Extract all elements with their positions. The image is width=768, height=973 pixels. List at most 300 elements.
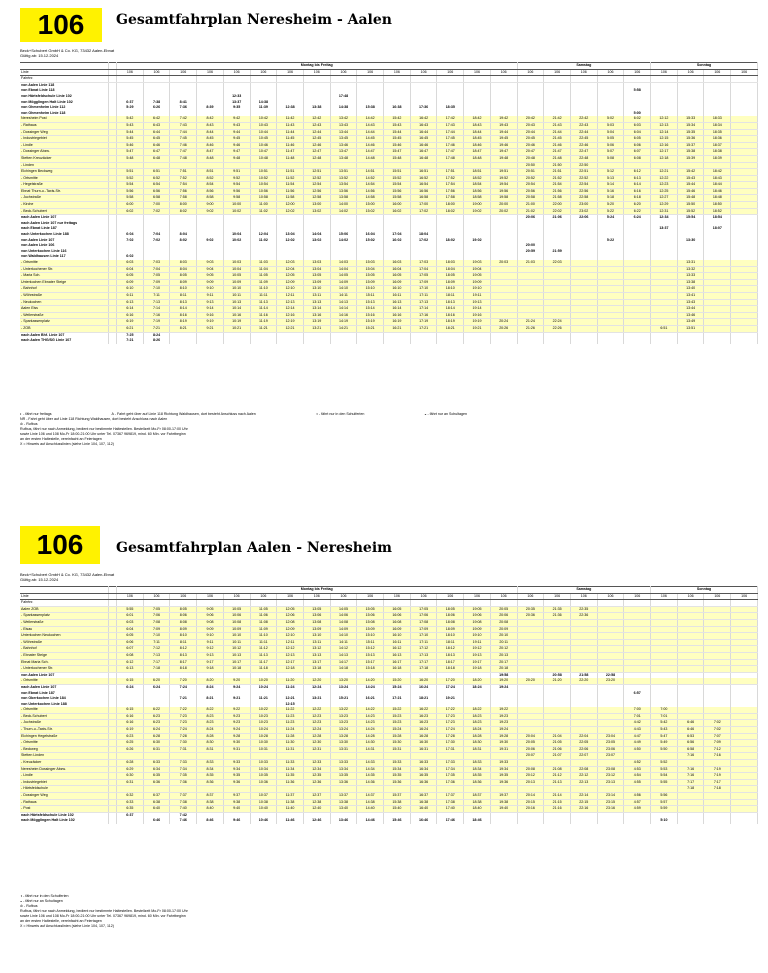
time-cell: 12:38 [277, 105, 304, 111]
time-cell: 8:00 [170, 202, 197, 209]
line-cell: 106 [330, 69, 357, 76]
time-cell: 14:04 [330, 266, 357, 273]
time-cell: 8:48 [197, 155, 224, 162]
time-cell [597, 299, 624, 306]
stop-name: - Lindle [20, 142, 109, 149]
time-cell: 15:58 [384, 195, 411, 202]
footnote: ◒ - fährt nur an Schultagen [20, 899, 63, 903]
line-cell: 106 [490, 593, 517, 600]
stop-name: - Ortsmitte [20, 260, 109, 266]
time-cell: 6:10 [117, 286, 144, 293]
time-cell [517, 720, 544, 727]
company-info [20, 572, 114, 582]
footnote-cell [109, 633, 117, 640]
time-cell: 20:09 [490, 626, 517, 633]
time-cell: 12:21 [277, 696, 304, 702]
footnote-cell [109, 760, 117, 767]
time-cell: 14:42 [357, 116, 384, 122]
stop-row [20, 727, 758, 734]
time-cell: 18:07 [704, 226, 731, 232]
time-cell: 17:42 [437, 116, 464, 122]
footnote-cell [109, 806, 117, 813]
stop-name: - Hegelstraße [20, 182, 109, 189]
time-cell: 6:37 [117, 812, 144, 818]
time-cell: 11:21 [250, 696, 277, 702]
time-cell [704, 633, 731, 640]
stop-row [20, 182, 758, 189]
time-cell: 5:51 [117, 169, 144, 176]
time-cell: 15:02 [357, 238, 384, 244]
time-cell: 10:13 [223, 299, 250, 306]
time-cell: 16:30 [410, 740, 437, 747]
time-cell: 19:13 [464, 299, 491, 306]
time-cell: 17:47 [437, 149, 464, 156]
time-cell: 12:22 [303, 707, 330, 713]
time-cell [677, 162, 704, 169]
time-cell: 13:30 [330, 740, 357, 747]
time-cell: 7:17 [677, 779, 704, 786]
time-cell [250, 338, 277, 344]
time-cell: 9:28 [223, 733, 250, 740]
time-cell: 20:00 [517, 243, 544, 249]
time-cell: 5:49 [651, 740, 678, 747]
time-cell: 10:30 [250, 740, 277, 747]
stop-row [20, 633, 758, 640]
line-cell: 106 [197, 593, 224, 600]
time-cell [597, 619, 624, 626]
time-cell: 12:08 [277, 619, 304, 626]
time-cell: 22:14 [570, 793, 597, 800]
time-cell: 8:24 [197, 684, 224, 690]
time-cell: 6:52 [143, 175, 170, 182]
time-cell: 8:47 [197, 149, 224, 156]
time-cell: 23:00 [570, 202, 597, 209]
time-cell [624, 325, 651, 332]
line-number-badge: 106 [20, 526, 100, 564]
time-cell: 15:48 [384, 155, 411, 162]
trip-label: Fahrtnr. [20, 600, 109, 607]
trip-cell [677, 76, 704, 83]
time-cell [544, 306, 571, 313]
time-cell [117, 753, 144, 760]
time-cell: 5:56 [117, 188, 144, 195]
time-cell: 5:02 [597, 116, 624, 122]
time-cell: 18:17 [437, 659, 464, 666]
time-cell [597, 639, 624, 646]
time-cell: 6:08 [117, 652, 144, 659]
time-cell: 22:43 [570, 122, 597, 129]
footnote-cell [109, 286, 117, 293]
time-cell: 22:04 [570, 733, 597, 740]
time-cell: 10:18 [223, 666, 250, 673]
time-cell: 16:11 [384, 639, 411, 646]
line-cell: 106 [517, 69, 544, 76]
time-cell: 21:36 [544, 613, 571, 620]
line-cell: 106 [357, 593, 384, 600]
time-cell: 9:44 [223, 129, 250, 136]
stop-row [20, 733, 758, 740]
time-cell [731, 266, 758, 273]
time-cell [570, 713, 597, 720]
time-cell: 8:30 [197, 740, 224, 747]
time-cell: 15:13 [357, 652, 384, 659]
time-cell [223, 786, 250, 793]
time-cell [223, 338, 250, 344]
time-cell: 11:51 [277, 169, 304, 176]
time-cell: 18:12 [437, 646, 464, 653]
time-cell [277, 786, 304, 793]
stop-row [20, 619, 758, 626]
time-cell: 13:02 [303, 208, 330, 215]
time-cell: 12:23 [651, 182, 678, 189]
time-cell: 11:44 [277, 129, 304, 136]
time-cell: 7:19 [704, 766, 731, 773]
time-cell: 20:59 [517, 249, 544, 255]
time-cell: 13:43 [330, 122, 357, 129]
time-cell [570, 292, 597, 299]
time-cell: 20:58 [544, 672, 571, 678]
time-cell: 10:05 [223, 273, 250, 280]
time-cell: 9:46 [223, 142, 250, 149]
time-cell [544, 727, 571, 734]
time-cell: 14:34 [357, 766, 384, 773]
time-cell: 17:02 [410, 238, 437, 244]
time-cell: 7:11 [143, 292, 170, 299]
time-cell: 8:09 [170, 626, 197, 633]
line-row [20, 69, 758, 76]
time-cell: 14:12 [330, 646, 357, 653]
time-cell [731, 773, 758, 780]
time-cell [570, 319, 597, 326]
time-cell: 15:11 [357, 639, 384, 646]
time-cell: 17:08 [410, 619, 437, 626]
time-cell: 21:46 [544, 142, 571, 149]
footnote-cell [109, 613, 117, 620]
time-cell: 17:23 [437, 720, 464, 727]
footnote-cell [109, 639, 117, 646]
time-cell: 16:04 [384, 266, 411, 273]
stop-name: - Juchstraße [20, 720, 109, 727]
time-cell: 11:13 [250, 652, 277, 659]
time-cell: 6:24 [143, 684, 170, 690]
trip-cell [490, 76, 517, 83]
time-cell: 14:00 [330, 202, 357, 209]
time-cell: 6:42 [143, 116, 170, 122]
time-cell: 7:16 [677, 773, 704, 780]
time-cell: 19:04 [464, 266, 491, 273]
time-cell: 7:42 [170, 116, 197, 122]
time-cell [570, 299, 597, 306]
time-cell: 17:12 [410, 646, 437, 653]
time-cell: 20:50 [517, 162, 544, 169]
time-cell: 16:34 [410, 766, 437, 773]
time-cell [677, 646, 704, 653]
time-cell: 10:47 [250, 149, 277, 156]
time-cell [704, 319, 731, 326]
time-cell: 10:22 [250, 707, 277, 713]
time-cell: 17:43 [437, 122, 464, 129]
time-cell: 13:37 [223, 100, 250, 106]
trip-label: Fahrtnr. [20, 76, 109, 83]
time-cell [410, 753, 437, 760]
trip-cell [517, 600, 544, 607]
time-cell: 22:24 [544, 319, 571, 326]
time-cell: 9:09 [197, 626, 224, 633]
footnote-cell [109, 733, 117, 740]
time-cell: 10:28 [250, 733, 277, 740]
stop-name: von Waldhausen Linie 117 [20, 254, 109, 260]
time-cell: 9:05 [197, 606, 224, 613]
time-cell [384, 753, 411, 760]
time-cell [143, 753, 170, 760]
time-cell: 6:04 [117, 266, 144, 273]
header-spacer [20, 63, 109, 70]
time-cell: 6:00 [117, 202, 144, 209]
trip-cell [570, 600, 597, 607]
time-cell: 13:02 [303, 238, 330, 244]
time-cell [277, 338, 304, 344]
time-cell: 16:20 [410, 678, 437, 684]
time-cell [597, 338, 624, 344]
stop-name: nach Unterkochen Linie 188 [20, 232, 109, 238]
time-cell: 14:37 [357, 793, 384, 800]
time-cell: 10:33 [250, 760, 277, 767]
time-cell: 18:11 [437, 639, 464, 646]
time-cell: 18:21 [410, 696, 437, 702]
time-cell: 6:11 [117, 292, 144, 299]
time-cell: 18:00 [437, 202, 464, 209]
time-cell: 16:33 [410, 760, 437, 767]
time-cell: 22:52 [570, 175, 597, 182]
time-cell: 12:37 [303, 793, 330, 800]
time-cell: 13:37 [330, 793, 357, 800]
time-cell: 14:16 [330, 312, 357, 319]
time-cell: 13:32 [677, 266, 704, 273]
time-cell: 7:43 [170, 122, 197, 129]
time-cell: 18:37 [704, 142, 731, 149]
time-cell: 6:35 [117, 806, 144, 813]
time-cell: 6:24 [117, 684, 144, 690]
time-cell: 21:24 [517, 319, 544, 326]
time-cell [544, 273, 571, 280]
time-cell: 16:23 [410, 720, 437, 727]
trip-cell [277, 76, 304, 83]
time-cell: 19:23 [490, 713, 517, 720]
time-cell: 17:05 [410, 273, 437, 280]
time-cell: 20:47 [517, 149, 544, 156]
time-cell: 6:33 [143, 760, 170, 767]
stop-row [20, 155, 758, 162]
stop-row [20, 312, 758, 319]
time-cell: 6:58 [143, 195, 170, 202]
time-cell: 19:10 [464, 286, 491, 293]
trip-cell [437, 600, 464, 607]
time-cell: 15:16 [357, 312, 384, 319]
time-cell: 11:40 [277, 806, 304, 813]
time-cell: 18:54 [704, 215, 731, 221]
stop-name: - Beck-Schubert [20, 208, 109, 215]
time-cell [437, 338, 464, 344]
stop-name: Ebnat Thurn-u.-Taxis-Str. [20, 188, 109, 195]
time-cell: 6:02 [117, 208, 144, 215]
time-cell: 20:24 [490, 319, 517, 326]
time-cell: 15:35 [384, 773, 411, 780]
time-cell: 5:00 [624, 111, 651, 117]
time-cell: 22:51 [570, 169, 597, 176]
time-cell: 18:10 [437, 633, 464, 640]
time-cell: 14:21 [330, 325, 357, 332]
time-cell: 14:52 [357, 175, 384, 182]
time-cell: 12:29 [651, 202, 678, 209]
time-cell [357, 162, 384, 169]
time-cell: 20:12 [490, 646, 517, 653]
time-cell: 16:10 [384, 633, 411, 640]
trip-cell [303, 600, 330, 607]
time-cell: 6:06 [624, 142, 651, 149]
time-cell: 15:40 [384, 806, 411, 813]
time-cell: 16:16 [384, 312, 411, 319]
time-cell: 19:09 [464, 279, 491, 286]
stop-name: Stetten Linden [20, 753, 109, 760]
line-cell: 106 [277, 593, 304, 600]
footnote-cell [109, 155, 117, 162]
time-cell: 7:07 [704, 733, 731, 740]
time-cell: 7:38 [143, 100, 170, 106]
time-cell: 15:38 [357, 105, 384, 111]
time-cell: 5:52 [651, 760, 678, 767]
time-cell: 17:20 [437, 678, 464, 684]
time-cell: 9:02 [197, 238, 224, 244]
time-cell [731, 299, 758, 306]
time-cell: 9:33 [223, 760, 250, 767]
time-cell: 9:48 [223, 155, 250, 162]
time-cell: 19:40 [490, 806, 517, 813]
time-cell: 12:23 [303, 713, 330, 720]
time-cell: 16:43 [410, 122, 437, 129]
time-cell: 18:48 [464, 155, 491, 162]
time-cell: 18:24 [464, 727, 491, 734]
time-cell: 5:55 [117, 606, 144, 613]
time-cell: 12:19 [277, 319, 304, 326]
time-cell: 23:02 [570, 208, 597, 215]
time-cell [704, 818, 731, 824]
time-cell: 8:04 [170, 266, 197, 273]
time-cell: 12:05 [277, 606, 304, 613]
footnote: Rufbus, fährt nur nach Anmeldung, bedient nur bestimmte Haltestellen. Bestellzeit Mo-Fr 08:00-17:00 Uhr [20, 909, 188, 913]
time-cell: 16:38 [410, 799, 437, 806]
time-cell: 8:34 [197, 766, 224, 773]
footnote-cell [109, 162, 117, 169]
stop-row [20, 169, 758, 176]
time-cell: 6:12 [117, 659, 144, 666]
time-cell: 9:51 [223, 169, 250, 176]
trip-cell [384, 76, 411, 83]
time-cell: 19:11 [464, 292, 491, 299]
stop-name: von Ebnat Linie 118 [20, 88, 109, 94]
line-cell: 106 [624, 69, 651, 76]
trip-cell [597, 76, 624, 83]
time-cell: 20:18 [490, 666, 517, 673]
time-cell: 17:46 [437, 818, 464, 824]
time-cell: 16:44 [410, 129, 437, 136]
time-cell [570, 306, 597, 313]
time-cell: 6:43 [143, 122, 170, 129]
time-cell [731, 799, 758, 806]
time-cell: 16:48 [410, 155, 437, 162]
time-cell [517, 312, 544, 319]
time-cell: 23:06 [597, 746, 624, 753]
time-cell: 6:48 [143, 155, 170, 162]
time-cell: 18:50 [704, 202, 731, 209]
time-cell [731, 292, 758, 299]
time-cell: 6:26 [117, 746, 144, 753]
time-cell: 14:24 [357, 684, 384, 690]
stop-name: nach Ebnat Linie 187 [20, 226, 109, 232]
time-cell: 8:17 [170, 659, 197, 666]
day-group-label: Montag bis Freitag [117, 587, 518, 594]
time-cell: 17:19 [410, 319, 437, 326]
time-cell: 12:24 [303, 684, 330, 690]
time-cell: 9:54 [223, 182, 250, 189]
time-cell: 7:46 [170, 818, 197, 824]
time-cell: 23:13 [597, 779, 624, 786]
time-cell: 6:23 [143, 713, 170, 720]
time-cell: 20:13 [490, 652, 517, 659]
time-cell [624, 279, 651, 286]
time-cell: 16:11 [384, 292, 411, 299]
time-cell: 10:56 [250, 188, 277, 195]
time-cell: 5:45 [117, 136, 144, 143]
time-cell [731, 633, 758, 640]
time-cell: 14:20 [357, 678, 384, 684]
time-cell: 23:08 [597, 766, 624, 773]
time-cell [517, 646, 544, 653]
time-cell: 14:46 [357, 818, 384, 824]
time-cell: 11:34 [277, 766, 304, 773]
footnote-cell [109, 195, 117, 202]
time-cell [544, 646, 571, 653]
time-cell: 15:23 [384, 713, 411, 720]
time-cell: 19:09 [464, 626, 491, 633]
time-cell: 22:56 [570, 188, 597, 195]
time-cell: 5:10 [651, 818, 678, 824]
footnote: A - Fahrt geht über auf Linie 118 Richtung Waldhausen, dort besteht Anschluss nach Aalen [111, 412, 256, 416]
time-cell [357, 338, 384, 344]
footnote: ◑ - fährt nur in den Schulferien [315, 412, 365, 416]
time-cell: 11:02 [250, 208, 277, 215]
time-cell [651, 786, 678, 793]
time-cell [731, 169, 758, 176]
stop-row [20, 162, 758, 169]
time-cell: 7:33 [170, 760, 197, 767]
time-cell [731, 188, 758, 195]
stop-name: - Juchstraße [20, 195, 109, 202]
time-cell: 8:52 [197, 175, 224, 182]
valid-from: Gültig ab: 15.12.2024 [20, 53, 59, 58]
time-cell [544, 312, 571, 319]
time-cell: 6:20 [143, 678, 170, 684]
time-cell: 13:14 [303, 306, 330, 313]
time-cell: 15:22 [384, 707, 411, 713]
time-cell: 5:22 [597, 238, 624, 244]
time-cell: 15:48 [677, 195, 704, 202]
footnote-cell [109, 273, 117, 280]
time-cell: 12:31 [303, 746, 330, 753]
time-cell: 4:57 [624, 799, 651, 806]
time-cell [651, 338, 678, 344]
time-cell [597, 666, 624, 673]
time-cell: 5:08 [597, 155, 624, 162]
